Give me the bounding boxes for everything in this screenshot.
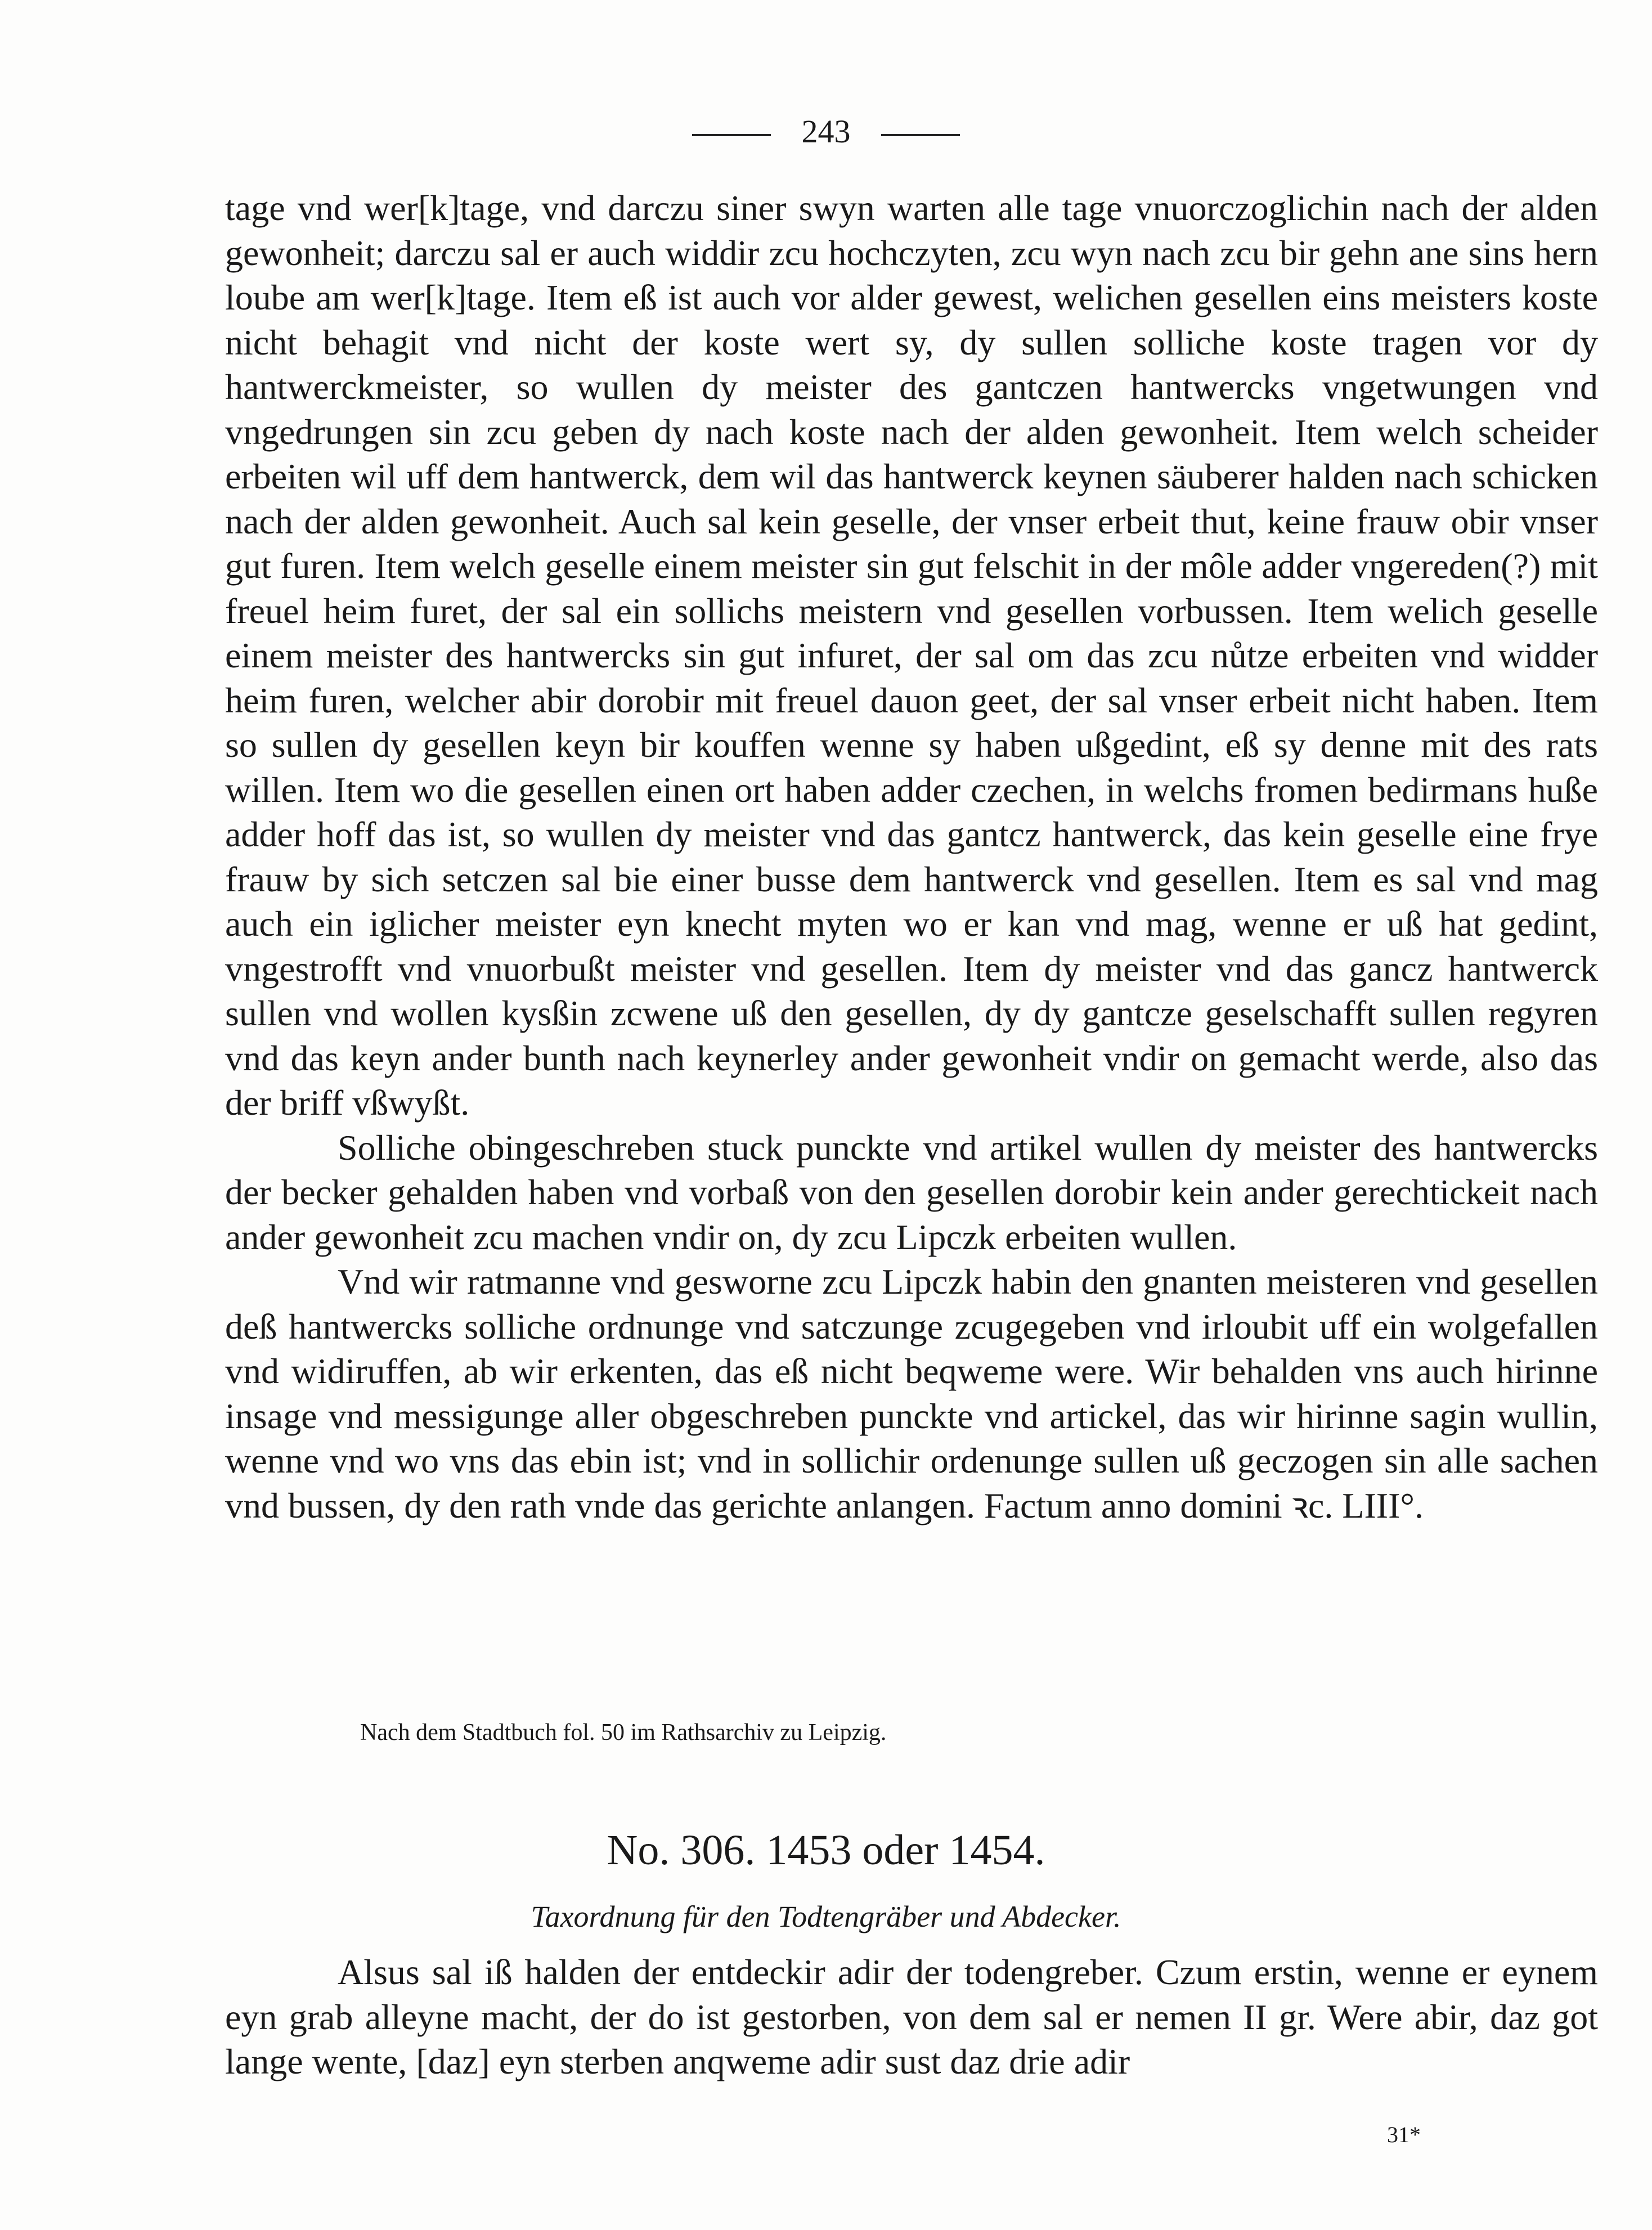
paragraph-3: Vnd wir ratmanne vnd gesworne zcu Lipczk habin den gnanten meisteren vnd gesellen deß hantwercks solliche ordnunge vnd satczunge zcugegeben vnd irloubit uff ein wolgefallen vnd widiruffen, ab wir erkenten, das eß nicht beqweme were. Wir behalden vns auch hirinne insage vnd messigunge aller obgeschreben punckte vnd artickel, das wir hirinne sagin wullin, wenne vnd wo vns das ebin ist; vnd in sollichir ordenunge sullen uß geczogen sin alle sachen vnd bussen, dy den rath vnde das gerichte anlangen. Factum anno domini ꝛc. LIII°. (225, 1262, 1598, 1525)
header-rule-right (881, 134, 960, 136)
source-note: Nach dem Stadtbuch fol. 50 im Rathsarchiv zu Leipzig. (360, 1720, 887, 1746)
header-rule-left (692, 134, 771, 136)
paragraph-1: tage vnd wer[k]tage, vnd darczu siner swyn warten alle tage vnuorczoglichin nach der alden gewonheit; darczu sal er auch widdir zcu hochczyten, zcu wyn nach zcu bir gehn ane sins hern loube am wer[k]tage. Item eß ist auch vor alder gewest, welichen gesellen eins meisters koste nicht behagit vnd nicht der koste wert sy, dy sullen solliche koste tragen vor dy hantwerckmeister, so wullen dy meister des gantczen hantwercks vngetwungen vnd vngedrungen sin zcu geben dy nach koste nach der alden gewonheit. Item welch scheider erbeiten wil uff dem hantwerck, dem wil das hantwerck keynen säuberer halden nach schicken nach der alden gewonheit. Auch sal kein geselle, der vnser erbeit thut, keine frauw obir vnser gut furen. Item welch geselle einem meister sin gut felschit in der môle adder vngereden(?) mit freuel heim furet, der sal ein sollichs meistern vnd gesellen vorbussen. Item welich geselle einem meister des hantwercks sin gut infuret, der sal om das zcu nůtze erbeiten vnd widder heim furen, welcher abir dorobir mit freuel dauon geet, der sal vnser erbeit nicht haben. Item so sullen dy gesellen keyn bir kouffen wenne sy haben ußgedint, eß sy denne mit des rats willen. Item wo die gesellen einen ort haben adder czechen, in welchs fromen bedirmans huße adder hoff das ist, so wullen dy meister vnd das gantcz hantwerck, das kein geselle eine frye frauw by sich setczen sal bie einer busse dem hantwerck vnd gesellen. Item es sal vnd mag auch ein iglicher meister eyn knecht myten wo er kan vnd mag, wenne er uß hat gedint, vngestrofft vnd vnuorbußt meister vnd gesellen. Item dy meister vnd das gancz hantwerck sullen vnd wollen kysßin zcwene uß den gesellen, dy dy gantcze geselschafft sullen regyren vnd das keyn ander bunth nach keynerley ander gewonheit vndir on gemacht werde, also das der briff vßwyßt. (225, 188, 1598, 1123)
footer-signature-mark: 31* (1387, 2122, 1421, 2147)
main-text-block (225, 186, 1598, 1528)
page-header (0, 113, 1652, 150)
document-heading: No. 306. 1453 oder 1454. (607, 1827, 1045, 1874)
section-2-paragraph: Alsus sal iß halden der entdeckir adir der todengreber. Czum erstin, wenne er eynem eyn grab alleyne macht, der do ist gestorben, von dem sal er nemen II gr. Were abir, daz got lange wente, [daz] eyn sterben anqweme adir sust daz drie adir (225, 1952, 1598, 2081)
section-2-text-block (225, 1950, 1598, 2084)
document-subtitle: Taxordnung für den Todtengräber und Abdecker. (531, 1900, 1121, 1933)
paragraph-2: Solliche obingeschreben stuck punckte vnd artikel wullen dy meister des hantwercks der becker gehalden haben vnd vorbaß von den gesellen dorobir kein ander gerechtickeit nach ander gewonheit zcu machen vndir on, dy zcu Lipczk erbeiten wullen. (225, 1127, 1598, 1257)
page-number: 243 (801, 113, 851, 150)
